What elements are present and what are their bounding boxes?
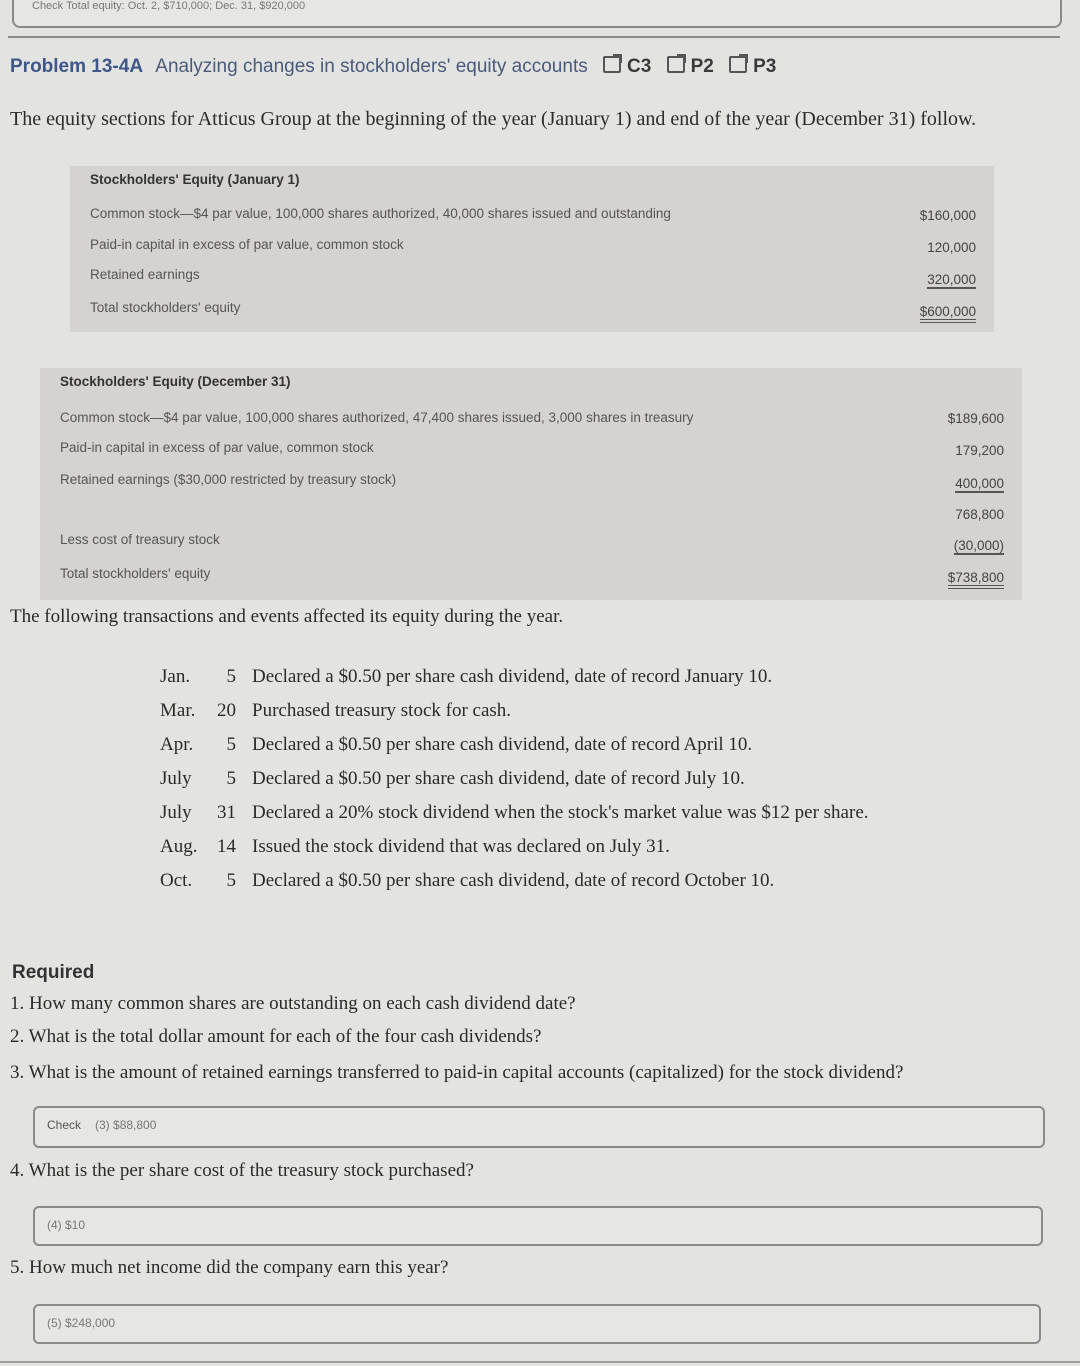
dec-treasury-wrap — [884, 538, 1004, 555]
question-4: 4. What is the per share cost of the treasury stock purchased? — [10, 1160, 474, 1181]
dec-row-label: Retained earnings ($30,000 restricted by treasury stock) — [60, 472, 397, 487]
check-label: Check — [47, 1118, 82, 1132]
tag-c3[interactable]: C3 — [627, 56, 652, 77]
external-link-icon[interactable] — [603, 56, 621, 73]
txn-day: 5 — [226, 734, 236, 755]
check-5-value: (5) $248,000 — [47, 1316, 116, 1330]
dec-heading: Stockholders' Equity (December 31) — [60, 374, 291, 389]
dec-row-label: Paid-in capital in excess of par value, common stock — [60, 440, 374, 455]
jan-re-amount: 320,000 — [927, 272, 976, 287]
txn-text: Declared a $0.50 per share cash dividend, date of record January 10. — [252, 666, 773, 687]
transaction-row — [160, 864, 869, 898]
txn-month: Mar. — [160, 700, 196, 721]
tag-p2[interactable]: P2 — [690, 56, 714, 77]
txn-text: Declared a $0.50 per share cash dividend, date of record April 10. — [252, 734, 753, 755]
dec-total-wrap — [884, 570, 1004, 589]
txn-month: Aug. — [160, 836, 198, 857]
txn-text: Declared a $0.50 per share cash dividend, date of record October 10. — [252, 870, 775, 891]
problem-title — [10, 56, 776, 78]
txn-day: 20 — [217, 700, 236, 721]
jan-row-amount: $160,000 — [919, 208, 976, 223]
txn-month: Jan. — [160, 666, 191, 687]
txn-month: July — [160, 802, 192, 823]
dec-re-wrap — [884, 476, 1004, 493]
transaction-row — [160, 694, 869, 728]
dec-row-amount: $189,600 — [947, 411, 1004, 426]
top-check-box — [12, 0, 1062, 28]
check-3-text — [47, 1118, 156, 1132]
question-5: 5. How much net income did the company earn this year? — [10, 1257, 449, 1278]
bottom-divider — [0, 1361, 1080, 1363]
check-3-value: (3) $88,800 — [95, 1118, 157, 1132]
txn-month: July — [160, 768, 192, 789]
dec-equity-panel — [40, 368, 1022, 600]
dec-subtotal-amount: 768,800 — [955, 507, 1004, 522]
jan-equity-panel — [70, 166, 994, 332]
top-check-text: Check Total equity: Oct. 2, $710,000; Dec. 31, $920,000 — [32, 0, 306, 12]
question-3: 3. What is the amount of retained earnings transferred to paid-in capital accounts (capitalized) for the stock dividend? — [10, 1062, 904, 1083]
jan-row-amount — [856, 272, 976, 289]
jan-row-label: Common stock—$4 par value, 100,000 shares authorized, 40,000 shares issued and outstanding — [90, 206, 671, 221]
external-link-icon[interactable] — [667, 56, 685, 73]
problem-heading: Analyzing changes in stockholders' equity accounts — [155, 56, 588, 77]
check-4-value: (4) $10 — [47, 1218, 86, 1232]
jan-row-label: Paid-in capital in excess of par value, common stock — [90, 237, 404, 252]
transactions-intro: The following transactions and events affected its equity during the year. — [10, 606, 564, 627]
txn-day: 14 — [217, 836, 236, 857]
check-box-5[interactable] — [33, 1304, 1041, 1344]
required-heading: Required — [12, 962, 95, 983]
intro-text: The equity sections for Atticus Group at the beginning of the year (January 1) and end of the year (December 31) follow. — [10, 108, 977, 130]
txn-text: Declared a 20% stock dividend when the stock's market value was $12 per share. — [252, 802, 869, 823]
txn-day: 5 — [226, 870, 236, 891]
dec-total-amount: $738,800 — [948, 570, 1004, 589]
dec-treasury-amount: (30,000) — [953, 538, 1004, 553]
txn-day: 5 — [226, 768, 236, 789]
txn-day: 31 — [217, 802, 236, 823]
transaction-row — [160, 660, 869, 694]
check-box-4[interactable] — [33, 1206, 1043, 1246]
txn-text: Issued the stock dividend that was declared on July 31. — [252, 836, 670, 857]
tag-p3[interactable]: P3 — [753, 56, 777, 77]
txn-day: 5 — [226, 666, 236, 687]
jan-row-amount: 120,000 — [927, 240, 976, 255]
transaction-row — [160, 830, 869, 864]
jan-row-label: Retained earnings — [90, 267, 200, 282]
question-1: 1. How many common shares are outstanding on each cash dividend date? — [10, 993, 576, 1014]
jan-heading: Stockholders' Equity (January 1) — [90, 172, 300, 187]
dec-treasury-label: Less cost of treasury stock — [60, 532, 220, 547]
jan-total-amount-wrap — [856, 304, 976, 323]
problem-number: Problem 13-4A — [10, 56, 144, 77]
txn-month: Oct. — [160, 870, 193, 891]
jan-total-amount: $600,000 — [920, 304, 976, 323]
jan-total-label: Total stockholders' equity — [90, 300, 241, 315]
transaction-row — [160, 762, 869, 796]
txn-text: Purchased treasury stock for cash. — [252, 700, 512, 721]
transaction-row — [160, 728, 869, 762]
txn-month: Apr. — [160, 734, 194, 755]
transaction-row — [160, 796, 869, 830]
check-box-3[interactable] — [33, 1106, 1045, 1148]
question-2: 2. What is the total dollar amount for each of the four cash dividends? — [10, 1026, 542, 1047]
dec-row-label: Common stock—$4 par value, 100,000 shares authorized, 47,400 shares issued, 3,000 shares in treasury — [60, 410, 694, 425]
transactions-table — [160, 660, 869, 898]
txn-text: Declared a $0.50 per share cash dividend, date of record July 10. — [252, 768, 745, 789]
dec-total-label: Total stockholders' equity — [60, 566, 211, 581]
dec-re-amount: 400,000 — [955, 476, 1004, 491]
top-divider — [8, 36, 1060, 38]
dec-row-amount: 179,200 — [955, 443, 1004, 458]
external-link-icon[interactable] — [729, 56, 747, 73]
